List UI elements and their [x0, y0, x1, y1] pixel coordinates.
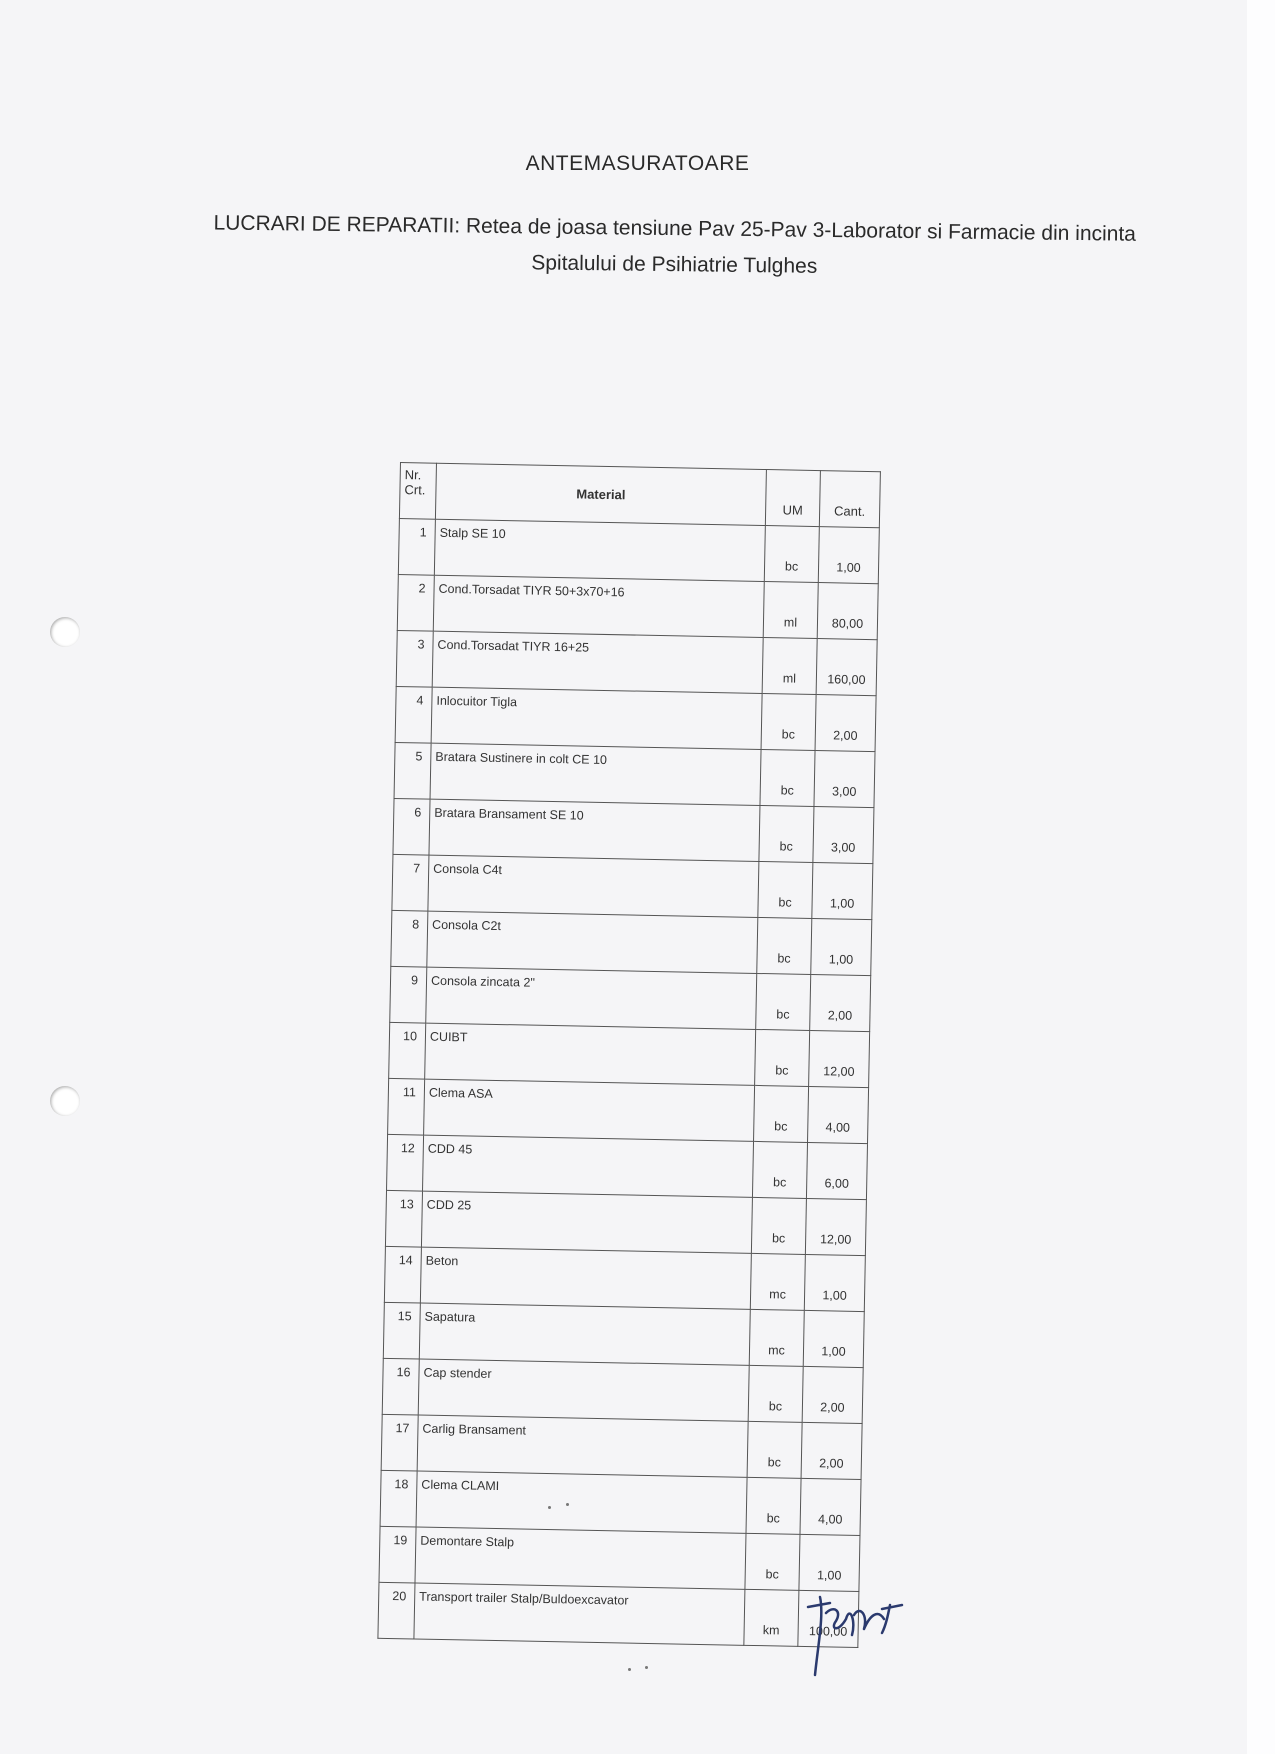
cell-cant: 3,00 [813, 807, 874, 864]
table-row [392, 854, 873, 919]
cell-material: Consola C4t [428, 855, 759, 917]
table-row [389, 1022, 870, 1087]
cell-material: Beton [420, 1247, 751, 1309]
table-row [397, 574, 878, 639]
cell-material: Stalp SE 10 [434, 519, 765, 581]
cell-um: mc [749, 1309, 804, 1366]
materials-table-container [377, 462, 880, 1648]
cell-nr: 11 [388, 1078, 425, 1135]
cell-nr: 1 [398, 518, 435, 575]
cell-um: bc [764, 526, 819, 583]
cell-cant: 1,00 [799, 1534, 860, 1591]
table-row [379, 1526, 860, 1591]
cell-um: bc [759, 805, 814, 862]
cell-cant: 1,00 [818, 527, 879, 584]
page-edge [1247, 0, 1275, 1754]
cell-nr: 5 [394, 742, 431, 799]
table-row [395, 686, 876, 751]
cell-um: ml [762, 638, 817, 695]
cell-nr: 2 [397, 574, 434, 631]
cell-nr: 8 [391, 910, 428, 967]
table-row [382, 1358, 863, 1423]
table-row [385, 1190, 866, 1255]
header-cant: Cant. [819, 471, 880, 528]
document-title: ANTEMASURATOARE [525, 152, 750, 175]
cell-um: km [744, 1589, 799, 1646]
cell-nr: 13 [385, 1190, 422, 1247]
subtitle-line-2: Spitalului de Psihiatrie Tulghes [531, 251, 818, 278]
cell-um: bc [757, 917, 812, 974]
cell-um: ml [763, 582, 818, 639]
cell-nr: 9 [390, 966, 427, 1023]
cell-material: CDD 25 [421, 1191, 752, 1253]
cell-material: Cond.Torsadat TIYR 16+25 [432, 631, 763, 693]
cell-cant: 160,00 [816, 639, 877, 696]
cell-nr: 15 [383, 1302, 420, 1359]
cell-nr: 18 [380, 1470, 417, 1527]
cell-cant: 4,00 [808, 1086, 869, 1143]
cell-material: Cap stender [418, 1359, 749, 1421]
cell-um: bc [747, 1421, 802, 1478]
cell-cant: 100,00 [798, 1590, 859, 1647]
cell-cant: 4,00 [800, 1478, 861, 1535]
cell-um: bc [745, 1533, 800, 1590]
cell-nr: 20 [378, 1582, 415, 1639]
document-subtitle [174, 205, 1175, 289]
cell-nr: 12 [387, 1134, 424, 1191]
cell-cant: 2,00 [801, 1422, 862, 1479]
cell-cant: 80,00 [817, 583, 878, 640]
cell-nr: 10 [389, 1022, 426, 1079]
cell-um: bc [761, 693, 816, 750]
cell-cant: 12,00 [809, 1030, 870, 1087]
cell-nr: 4 [395, 686, 432, 743]
cell-cant: 2,00 [802, 1366, 863, 1423]
table-row [393, 798, 874, 863]
subtitle-line-1: LUCRARI DE REPARATII: Retea de joasa tensiune Pav 25-Pav 3-Laborator si Farmacie din incinta [213, 211, 1137, 246]
cell-material: Transport trailer Stalp/Buldoexcavator [414, 1583, 745, 1645]
scan-speck [548, 1506, 551, 1509]
table-row [384, 1246, 865, 1311]
cell-nr: 16 [382, 1358, 419, 1415]
header-nr-line1: Nr. [404, 467, 422, 483]
cell-cant: 1,00 [804, 1254, 865, 1311]
table-row [394, 742, 875, 807]
cell-cant: 2,00 [810, 974, 871, 1031]
cell-nr: 3 [396, 630, 433, 687]
cell-cant: 12,00 [805, 1198, 866, 1255]
cell-cant: 6,00 [806, 1142, 867, 1199]
table-row [380, 1470, 861, 1535]
cell-um: bc [746, 1477, 801, 1534]
punch-hole-top [50, 617, 80, 647]
cell-cant: 3,00 [814, 751, 875, 808]
cell-cant: 1,00 [803, 1310, 864, 1367]
materials-table [377, 462, 881, 1648]
table-row [381, 1414, 862, 1479]
table-row [387, 1134, 868, 1199]
cell-cant: 1,00 [812, 863, 873, 920]
header-nr [399, 463, 436, 520]
cell-nr: 7 [392, 854, 429, 911]
scan-speck [566, 1503, 569, 1506]
cell-material: Clema ASA [424, 1079, 755, 1141]
cell-um: bc [758, 861, 813, 918]
header-um: UM [765, 470, 820, 527]
cell-um: bc [755, 1029, 810, 1086]
cell-um: bc [760, 749, 815, 806]
cell-material: Bratara Sustinere in colt CE 10 [430, 743, 761, 805]
cell-material: Inlocuitor Tigla [431, 687, 762, 749]
table-row [391, 910, 872, 975]
punch-hole-bottom [50, 1086, 80, 1116]
table-row [388, 1078, 869, 1143]
table-row [396, 630, 877, 695]
cell-material: Sapatura [419, 1303, 750, 1365]
handwritten-signature [790, 1575, 930, 1685]
cell-um: mc [750, 1253, 805, 1310]
cell-material: CDD 45 [423, 1135, 754, 1197]
cell-material: Carlig Bransament [417, 1415, 748, 1477]
cell-um: bc [748, 1365, 803, 1422]
header-nr-line2: Crt. [404, 482, 426, 498]
cell-material: Demontare Stalp [415, 1527, 746, 1589]
cell-nr: 6 [393, 798, 430, 855]
cell-nr: 14 [384, 1246, 421, 1303]
table-row [398, 518, 879, 583]
cell-material: Bratara Bransament SE 10 [429, 799, 760, 861]
cell-um: bc [756, 973, 811, 1030]
cell-nr: 19 [379, 1526, 416, 1583]
cell-material: Clema CLAMI [416, 1471, 747, 1533]
cell-material: Cond.Torsadat TIYR 50+3x70+16 [433, 575, 764, 637]
table-body [378, 518, 879, 1647]
table-row [390, 966, 871, 1031]
scan-speck [645, 1666, 648, 1669]
cell-cant: 1,00 [811, 918, 872, 975]
cell-material: CUIBT [425, 1023, 756, 1085]
cell-material: Consola zincata 2" [426, 967, 757, 1029]
scan-speck [628, 1668, 631, 1671]
table-header-row [399, 463, 880, 528]
cell-um: bc [754, 1085, 809, 1142]
cell-um: bc [752, 1141, 807, 1198]
cell-material: Consola C2t [427, 911, 758, 973]
cell-um: bc [751, 1197, 806, 1254]
table-row [383, 1302, 864, 1367]
header-material: Material [435, 463, 766, 525]
cell-nr: 17 [381, 1414, 418, 1471]
table-row [378, 1582, 859, 1647]
cell-cant: 2,00 [815, 695, 876, 752]
